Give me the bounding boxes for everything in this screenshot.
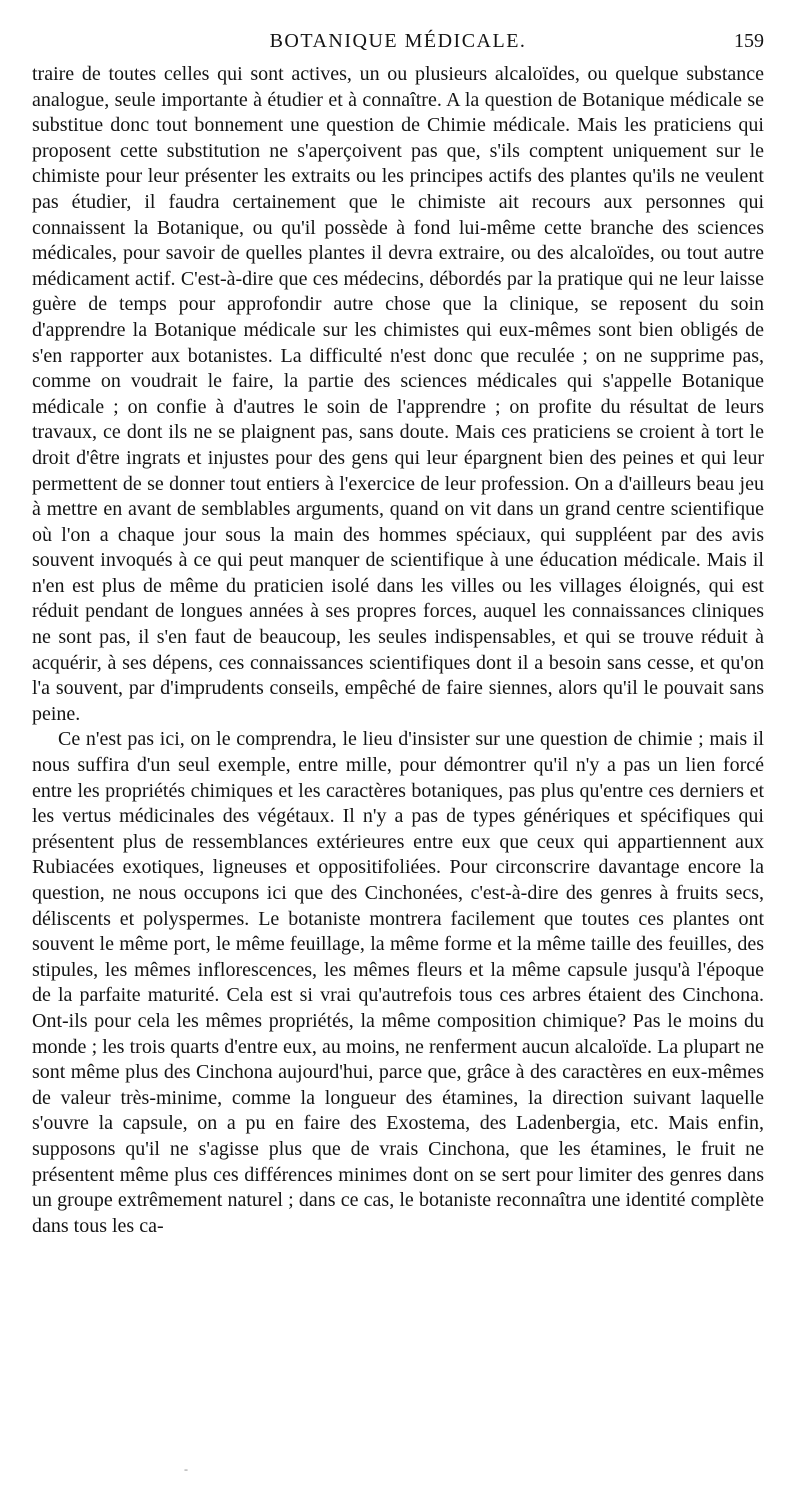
body-text xyxy=(32,62,764,1239)
footer-mark: - xyxy=(184,1462,188,1476)
running-title: BOTANIQUE MÉDICALE. xyxy=(269,30,527,52)
running-head xyxy=(32,30,764,60)
book-page xyxy=(32,0,764,1502)
page-number: 159 xyxy=(734,30,764,52)
paragraph-2: Ce n'est pas ici, on le comprendra, le lieu d'insister sur une question de chimie ; mais il nous suffira d'un seul exemple, entre mille, pour démontrer qu'il n'y a pas un lien forcé entre les propriétés chimiques et les caractères botaniques, pas plus qu'entre ces derniers et les vertus médicinales des végétaux. Il n'y a pas de types génériques et spécifiques qui présentent plus de ressemblances extérieures entre eux que ceux qui appartiennent aux Rubiacées exotiques, ligneuses et oppositifoliées. Pour circonscrire davantage encore la question, ne nous occupons ici que des Cinchonées, c'est-à-dire des genres à fruits secs, déliscents et polyspermes. Le botaniste montrera facilement que toutes ces plantes ont souvent le même port, le même feuillage, la même forme et la même taille des feuilles, des stipules, les mêmes inflorescences, les mêmes fleurs et la même capsule jusqu'à l'époque de la parfaite maturité. Cela est si vrai qu'autrefois tous ces arbres étaient des Cinchona. Ont-ils pour cela les mêmes propriétés, la même composition chimique? Pas le moins du monde ; les trois quarts d'entre eux, au moins, ne renferment aucun alcaloïde. La plupart ne sont même plus des Cinchona aujourd'hui, parce que, grâce à des caractères en eux-mêmes de valeur très-minime, comme la longueur des étamines, la direction suivant laquelle s'ouvre la capsule, on a pu en faire des Exostema, des Ladenbergia, etc. Mais enfin, supposons qu'il ne s'agisse plus que de vrais Cinchona, que les étamines, le fruit ne présentent même plus ces différences minimes dont on se sert pour limiter des genres dans un groupe extrêmement naturel ; dans ce cas, le botaniste reconnaîtra une identité complète dans tous les ca- xyxy=(32,728,764,1237)
paragraph-1: traire de toutes celles qui sont actives, un ou plusieurs alcaloïdes, ou quelque substance analogue, seule importante à étudier et à connaître. A la question de Botanique médicale se substitue donc tout bonnement une question de Chimie médicale. Mais les praticiens qui proposent cette substitution ne s'aperçoivent pas que, s'ils comptent uniquement sur le chimiste pour leur présenter les extraits ou les principes actifs des plantes qu'ils ne veulent pas étudier, il faudra certainement que le chimiste ait recours aux personnes qui connaissent la Botanique, ou qu'il possède à fond lui-même cette branche des sciences médicales, pour savoir de quelles plantes il devra extraire, ou des alcaloïdes, ou tout autre médicament actif. C'est-à-dire que ces médecins, débordés par la pratique qui ne leur laisse guère de temps pour approfondir autre chose que la clinique, se reposent du soin d'apprendre la Botanique médicale sur les chimistes qui eux-mêmes sont bien obligés de s'en rapporter aux botanistes. La difficulté n'est donc que reculée ; on ne supprime pas, comme on voudrait le faire, la partie des sciences médicales qui s'appelle Botanique médicale ; on confie à d'autres le soin de l'apprendre ; on profite du résultat de leurs travaux, ce dont ils ne se plaignent pas, sans doute. Mais ces praticiens se croient à tort le droit d'être ingrats et injustes pour des gens qui leur épargnent bien des peines et qui leur permettent de se donner tout entiers à l'exercice de leur profession. On a d'ailleurs beau jeu à mettre en avant de semblables arguments, quand on vit dans un grand centre scientifique où l'on a chaque jour sous la main des hommes spéciaux, qui suppléent par des avis souvent invoqués à ce qui peut manquer de scientifique à une éducation médicale. Mais il n'en est plus de même du praticien isolé dans les villes ou les villages éloignés, qui est réduit pendant de longues années à ses propres forces, auquel les connaissances cliniques ne sont pas, il s'en faut de beaucoup, les seules indispensables, et qui se trouve réduit à acquérir, à ses dépens, ces connaissances scientifiques dont il a besoin sans cesse, et qu'on l'a souvent, par d'imprudents conseils, empêché de faire siennes, alors qu'il le pouvait sans peine. xyxy=(32,63,764,725)
